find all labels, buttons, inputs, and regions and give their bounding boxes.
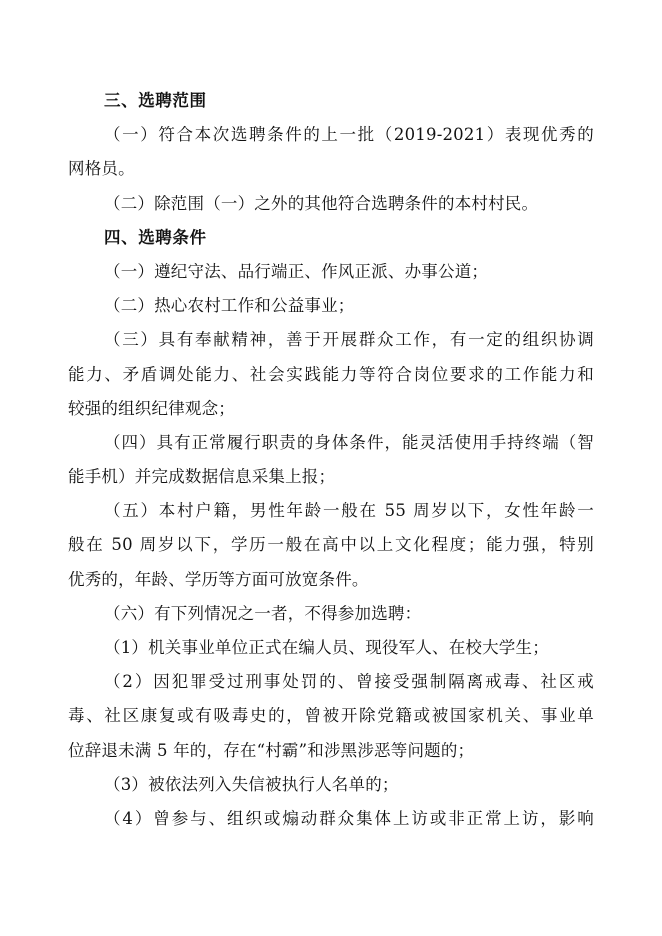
paragraph-line: （五）本村户籍，男性年龄一般在 55 周岁以下，女性年龄一 xyxy=(104,501,594,521)
section-heading: 三、选聘范围 xyxy=(104,91,207,110)
paragraph-line: 般在 50 周岁以下，学历一般在高中以上文化程度；能力强，特别 xyxy=(68,535,594,555)
section-heading: 四、选聘条件 xyxy=(104,227,207,247)
paragraph-line: 能力、矛盾调处能力、社会实践能力等符合岗位要求的工作能力和 xyxy=(68,364,594,384)
paragraph-line: 网格员。 xyxy=(68,159,135,179)
paragraph-line: （一）遵纪守法、品行端正、作风正派、办事公道； xyxy=(104,261,489,281)
paragraph-line: （一）符合本次选聘条件的上一批（2019-2021）表现优秀的 xyxy=(104,125,594,145)
paragraph-line: （3）被依法列入失信被执行人名单的； xyxy=(104,774,399,794)
paragraph-line: 毒、社区康复或有吸毒史的，曾被开除党籍或被国家机关、事业单 xyxy=(68,706,594,726)
paragraph-line: （三）具有奉献精神，善于开展群众工作，有一定的组织协调 xyxy=(104,330,594,350)
paragraph-line: 较强的组织纪律观念； xyxy=(68,398,235,418)
paragraph-line: （1）机关事业单位正式在编人员、现役军人、在校大学生； xyxy=(104,638,549,657)
paragraph-line: （4）曾参与、组织或煽动群众集体上访或非正常上访，影响 xyxy=(104,808,594,828)
paragraph-line: （四）具有正常履行职责的身体条件，能灵活使用手持终端（智 xyxy=(104,432,594,452)
paragraph-line: 优秀的，年龄、学历等方面可放宽条件。 xyxy=(68,569,369,589)
paragraph-line: 能手机）并完成数据信息采集上报； xyxy=(68,467,336,487)
paragraph-line: （2）因犯罪受过刑事处罚的、曾接受强制隔离戒毒、社区戒 xyxy=(104,672,594,692)
paragraph-line: （二）除范围（一）之外的其他符合选聘条件的本村村民。 xyxy=(104,193,539,213)
paragraph-line: （二）热心农村工作和公益事业； xyxy=(104,296,355,316)
paragraph-line: 位辞退未满 5 年的，存在“村霸”和涉黑涉恶等问题的； xyxy=(68,740,475,760)
paragraph-line: （六）有下列情况之一者，不得参加选聘： xyxy=(104,603,422,623)
document-body xyxy=(68,84,594,836)
